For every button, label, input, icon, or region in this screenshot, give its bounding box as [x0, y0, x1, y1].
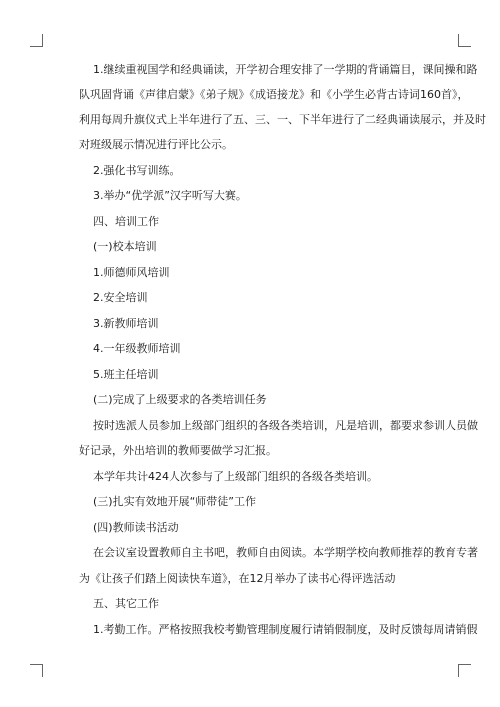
list-item: 5.班主任培训	[93, 368, 159, 381]
paragraph-line: 在会议室设置教师自主书吧，教师自由阅读。本学期学校向教师推荐的教育专著	[93, 546, 478, 559]
paragraph-line: 2.强化书写训练。	[93, 164, 181, 177]
list-item: 1.师德师风培训	[93, 266, 170, 279]
paragraph-line: 1.继续重视国学和经典诵读，开学初合理安排了一学期的背诵篇目，课间操和路	[93, 63, 478, 76]
paragraph-line: 本学年共计424人次参与了上级部门组织的各级各类培训。	[93, 470, 378, 483]
paragraph-line: 1.考勤工作。严格按照我校考勤管理制度履行请销假制度，及时反馈每周请销假	[93, 623, 478, 636]
crop-mark-bottom-right	[458, 664, 471, 677]
crop-mark-bottom-left	[30, 664, 43, 677]
paragraph-line: 按时选派人员参加上级部门组织的各级各类培训，凡是培训，都要求参训人员做	[93, 419, 478, 432]
crop-mark-top-left	[30, 34, 43, 47]
list-item: 3.新教师培训	[93, 317, 159, 330]
subsection-heading: (三)扎实有效地开展“师带徒”工作	[93, 495, 256, 508]
paragraph-line: 队巩固背诵《声律启蒙》《弟子规》《成语接龙》和《小学生必背古诗词160首》，	[79, 88, 469, 101]
paragraph-line: 为《让孩子们踏上阅读快车道》，在12月举办了读书心得评选活动	[79, 572, 396, 585]
paragraph-line: 利用每周升旗仪式上半年进行了五、三、一、下半年进行了二经典诵读展示，并及时	[79, 113, 486, 126]
crop-mark-top-right	[458, 34, 471, 47]
list-item: 2.安全培训	[93, 291, 148, 304]
subsection-heading: (二)完成了上级要求的各类培训任务	[93, 393, 267, 406]
paragraph-line: 好记录，外出培训的教师要做学习汇报。	[79, 444, 277, 457]
section-heading: 四、培训工作	[93, 215, 159, 228]
list-item: 4.一年级教师培训	[93, 342, 181, 355]
paragraph-line: 对班级展示情况进行评比公示。	[79, 138, 233, 151]
subsection-heading: (一)校本培训	[93, 240, 157, 253]
section-heading: 五、其它工作	[93, 597, 159, 610]
subsection-heading: (四)教师读书活动	[93, 521, 179, 534]
paragraph-line: 3.举办“优学派”汉字听写大赛。	[93, 189, 247, 202]
